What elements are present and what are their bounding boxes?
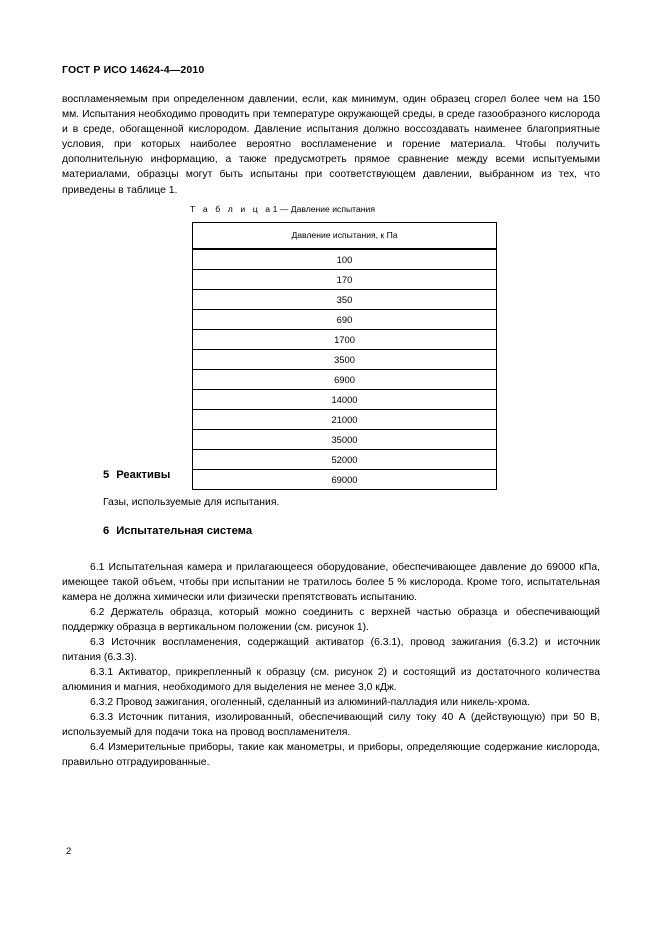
table-cell-pressure: 6900 — [193, 370, 497, 390]
test-pressure-table — [192, 222, 497, 490]
table-cell-pressure: 35000 — [193, 430, 497, 450]
table-head — [193, 223, 497, 250]
table-row — [193, 470, 497, 490]
clause-6-3: 6.3 Источник воспламенения, содержащий активатор (6.3.1), провод зажигания (6.3.2) и источник питания (6.3.3). — [62, 637, 600, 664]
table-cell-pressure: 52000 — [193, 450, 497, 470]
intro-paragraph: воспламеняемым при определенном давлении, если, как минимум, один образец сгорел более чем на 150 мм. Испытания необходимо проводить при температуре окружающей среды, в среде газообразного кислорода и в среде, обогащенной кислородом. Давление испытания должно воссоздавать наименее благоприятные условия, при которых наиболее вероятно воспламенение и горение материала. Чтобы получить дополнительную информацию, а также предусмотреть прямое сравнение между всеми испытуемыми материалами, образцы могут быть испытаны при соответствующем давлении, выбранном из тех, что приведены в таблице 1. — [62, 94, 600, 196]
table-row — [193, 270, 497, 290]
clause-6-3-1: 6.3.1 Активатор, прикрепленный к образцу (см. рисунок 2) и состоящий из достаточного количества алюминия и магния, необходимого для выделения не менее 3,0 кДж. — [62, 667, 600, 694]
section-number-5: 5 — [103, 469, 110, 481]
table-caption-dash: — — [279, 204, 289, 214]
clause-6-3-3: 6.3.3 Источник питания, изолированный, обеспечивающий силу току 40 А (действующую) при 50 В, используемый для подачи тока на провод воспламенителя. — [62, 712, 600, 739]
table-cell-pressure: 690 — [193, 310, 497, 330]
table-caption-number: 1 — [272, 204, 278, 214]
table-row — [193, 249, 497, 270]
section-title-5: Реактивы — [116, 469, 171, 481]
table-cell-pressure: 14000 — [193, 390, 497, 410]
table-cell-pressure: 100 — [193, 249, 497, 270]
section-5-body: Газы, используемые для испытания. — [103, 497, 280, 508]
clause-6-1: 6.1 Испытательная камера и прилагающееся оборудование, обеспечивающее давление до 69000 кПа, имеющее такой объем, чтобы при испытании не тратилось более 5 % кислорода. Кроме того, испытательная камера не должна химически или физически препятствовать испытанию. — [62, 562, 600, 604]
table-header-row — [193, 223, 497, 250]
table-cell-pressure: 21000 — [193, 410, 497, 430]
table-row — [193, 410, 497, 430]
section-heading-5 — [103, 469, 170, 481]
table-cell-pressure: 170 — [193, 270, 497, 290]
table-row — [193, 290, 497, 310]
table-row — [193, 390, 497, 410]
table-column-header-pressure: Давление испытания, к Па — [193, 223, 497, 250]
table-row — [193, 310, 497, 330]
clause-6-4: 6.4 Измерительные приборы, такие как манометры, и приборы, определяющие содержание кислорода, правильно отградуированные. — [62, 742, 600, 769]
section-heading-6 — [103, 525, 252, 537]
section-number-6: 6 — [103, 525, 110, 537]
table-row — [193, 430, 497, 450]
table-row — [193, 370, 497, 390]
table-row — [193, 330, 497, 350]
page-number: 2 — [66, 845, 72, 856]
clause-6-2: 6.2 Держатель образца, который можно соединить с верхней частью образца и обеспечивающий поддержку образца в вертикальном положении (см. рисунок 1). — [62, 607, 600, 634]
table-row — [193, 350, 497, 370]
table-row — [193, 450, 497, 470]
table-cell-pressure: 1700 — [193, 330, 497, 350]
table-cell-pressure: 3500 — [193, 350, 497, 370]
section-title-6: Испытательная система — [116, 525, 253, 537]
table-caption-label: Т а б л и ц а — [190, 204, 273, 214]
page-header-standard-number: ГОСТ Р ИСО 14624-4—2010 — [62, 64, 205, 76]
table-cell-pressure: 350 — [193, 290, 497, 310]
table-body — [193, 249, 497, 490]
table-cell-pressure: 69000 — [193, 470, 497, 490]
clause-6-3-2: 6.3.2 Провод зажигания, оголенный, сделанный из алюминий-палладия или никель-хрома. — [90, 697, 531, 708]
table-caption — [190, 204, 375, 214]
table-caption-title: Давление испытания — [290, 204, 375, 214]
